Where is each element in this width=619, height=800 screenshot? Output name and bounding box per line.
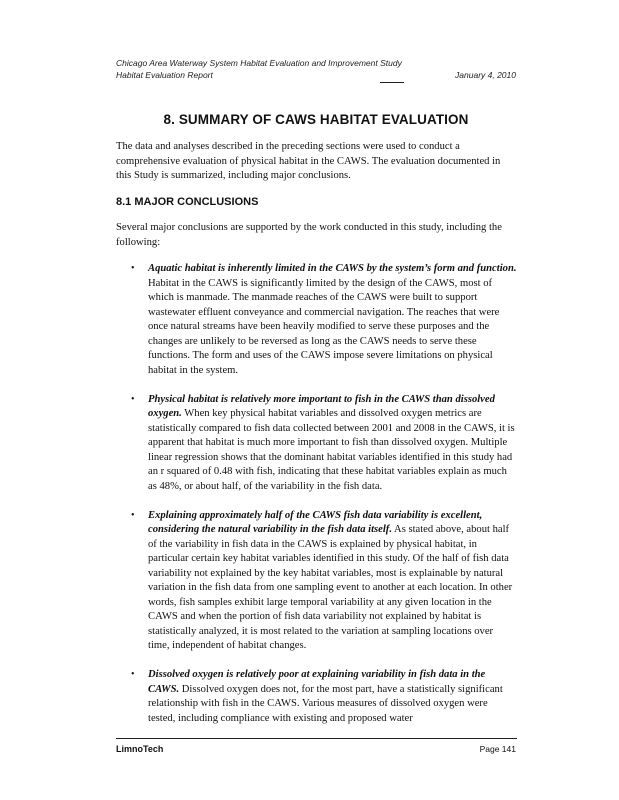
bullet-text: Habitat in the CAWS is significantly limited by the design of the CAWS, most of which is manmade. The manmade reaches of the CAWS were built to support wastewater effluent conveyance and commercial navigation. The reaches that were once natural streams have been heavily modified to serve these purposes and the changes are unlikely to be reversed as long as the CAWS needs to serve these functions. The form and uses of the CAWS impose severe limitations on physical habitat in the system. bbox=[148, 277, 500, 376]
footer-rule bbox=[116, 738, 517, 739]
bullet-icon: • bbox=[131, 669, 135, 680]
conclusions-list bbox=[116, 262, 517, 741]
bullet-lead: Physical habitat is relatively more important to fish in the CAWS than dissolved oxygen. bbox=[148, 393, 495, 419]
header-report-name: Habitat Evaluation Report bbox=[116, 70, 213, 80]
footer-company: LimnoTech bbox=[116, 744, 164, 754]
section-heading: 8.1 MAJOR CONCLUSIONS bbox=[116, 196, 259, 208]
list-item bbox=[116, 393, 517, 495]
header-date: January 4, 2010 bbox=[455, 70, 516, 80]
list-item bbox=[116, 509, 517, 654]
page-number: Page 141 bbox=[479, 744, 516, 754]
list-item bbox=[116, 262, 517, 378]
header-study-title: Chicago Area Waterway System Habitat Evaluation and Improvement Study bbox=[116, 58, 402, 68]
bullet-text: Dissolved oxygen does not, for the most part, have a statistically significant relationship with fish in the CAWS. Various measures of dissolved oxygen were tested, including compliance with existing and proposed water bbox=[148, 683, 503, 724]
bullet-icon: • bbox=[131, 509, 135, 521]
bullet-icon: • bbox=[131, 263, 135, 274]
bullet-icon: • bbox=[131, 393, 135, 405]
bullet-text: When key physical habitat variables and dissolved oxygen metrics are statistically compared to fish data collected between 2001 and 2008 in the CAWS, it is apparent that habitat is much more important to fish than dissolved oxygen. Multiple linear regression shows that the dominant habitat variables identified in this study had an r squared of 0.48 with fish, indicating that these habitat variables explain as much as 48%, or about half, of the variability in the fish data. bbox=[148, 408, 515, 492]
intro-paragraph: The data and analyses described in the preceding sections were used to conduct a comprehensive evaluation of physical habitat in the CAWS. The evaluation documented in this Study is summarized, including major conclusions. bbox=[116, 141, 501, 181]
bullet-lead: Explaining approximately half of the CAWS fish data variability is excellent, considering the natural variability in the fish data itself. bbox=[148, 509, 483, 535]
page-title: 8. SUMMARY OF CAWS HABITAT EVALUATION bbox=[163, 112, 469, 127]
bullet-text: As stated above, about half of the variability in fish data in the CAWS is explained by physical habitat, in particular certain key habitat variables identified in this study. Of the half of fish data variability not explained by the key habitat variables, most is explainable by natural variation in the fish data from one sampling event to another at each location. In other words, fish samples exhibit large temporal variability at any given location in the CAWS and when the portion of fish data variability not explained by habitat is statistically analyzed, it is most related to the variation at sampling locations over time, independent of habitat changes. bbox=[148, 524, 513, 651]
bullet-lead: Aquatic habitat is inherently limited in the CAWS by the system’s form and function. bbox=[148, 263, 517, 274]
section-lead-paragraph: Several major conclusions are supported by the work conducted in this study, including the following: bbox=[116, 222, 502, 248]
list-item bbox=[116, 668, 517, 726]
header-rule bbox=[380, 82, 404, 83]
bullet-lead: Dissolved oxygen is relatively poor at explaining variability in fish data in the CAWS. bbox=[148, 669, 486, 695]
